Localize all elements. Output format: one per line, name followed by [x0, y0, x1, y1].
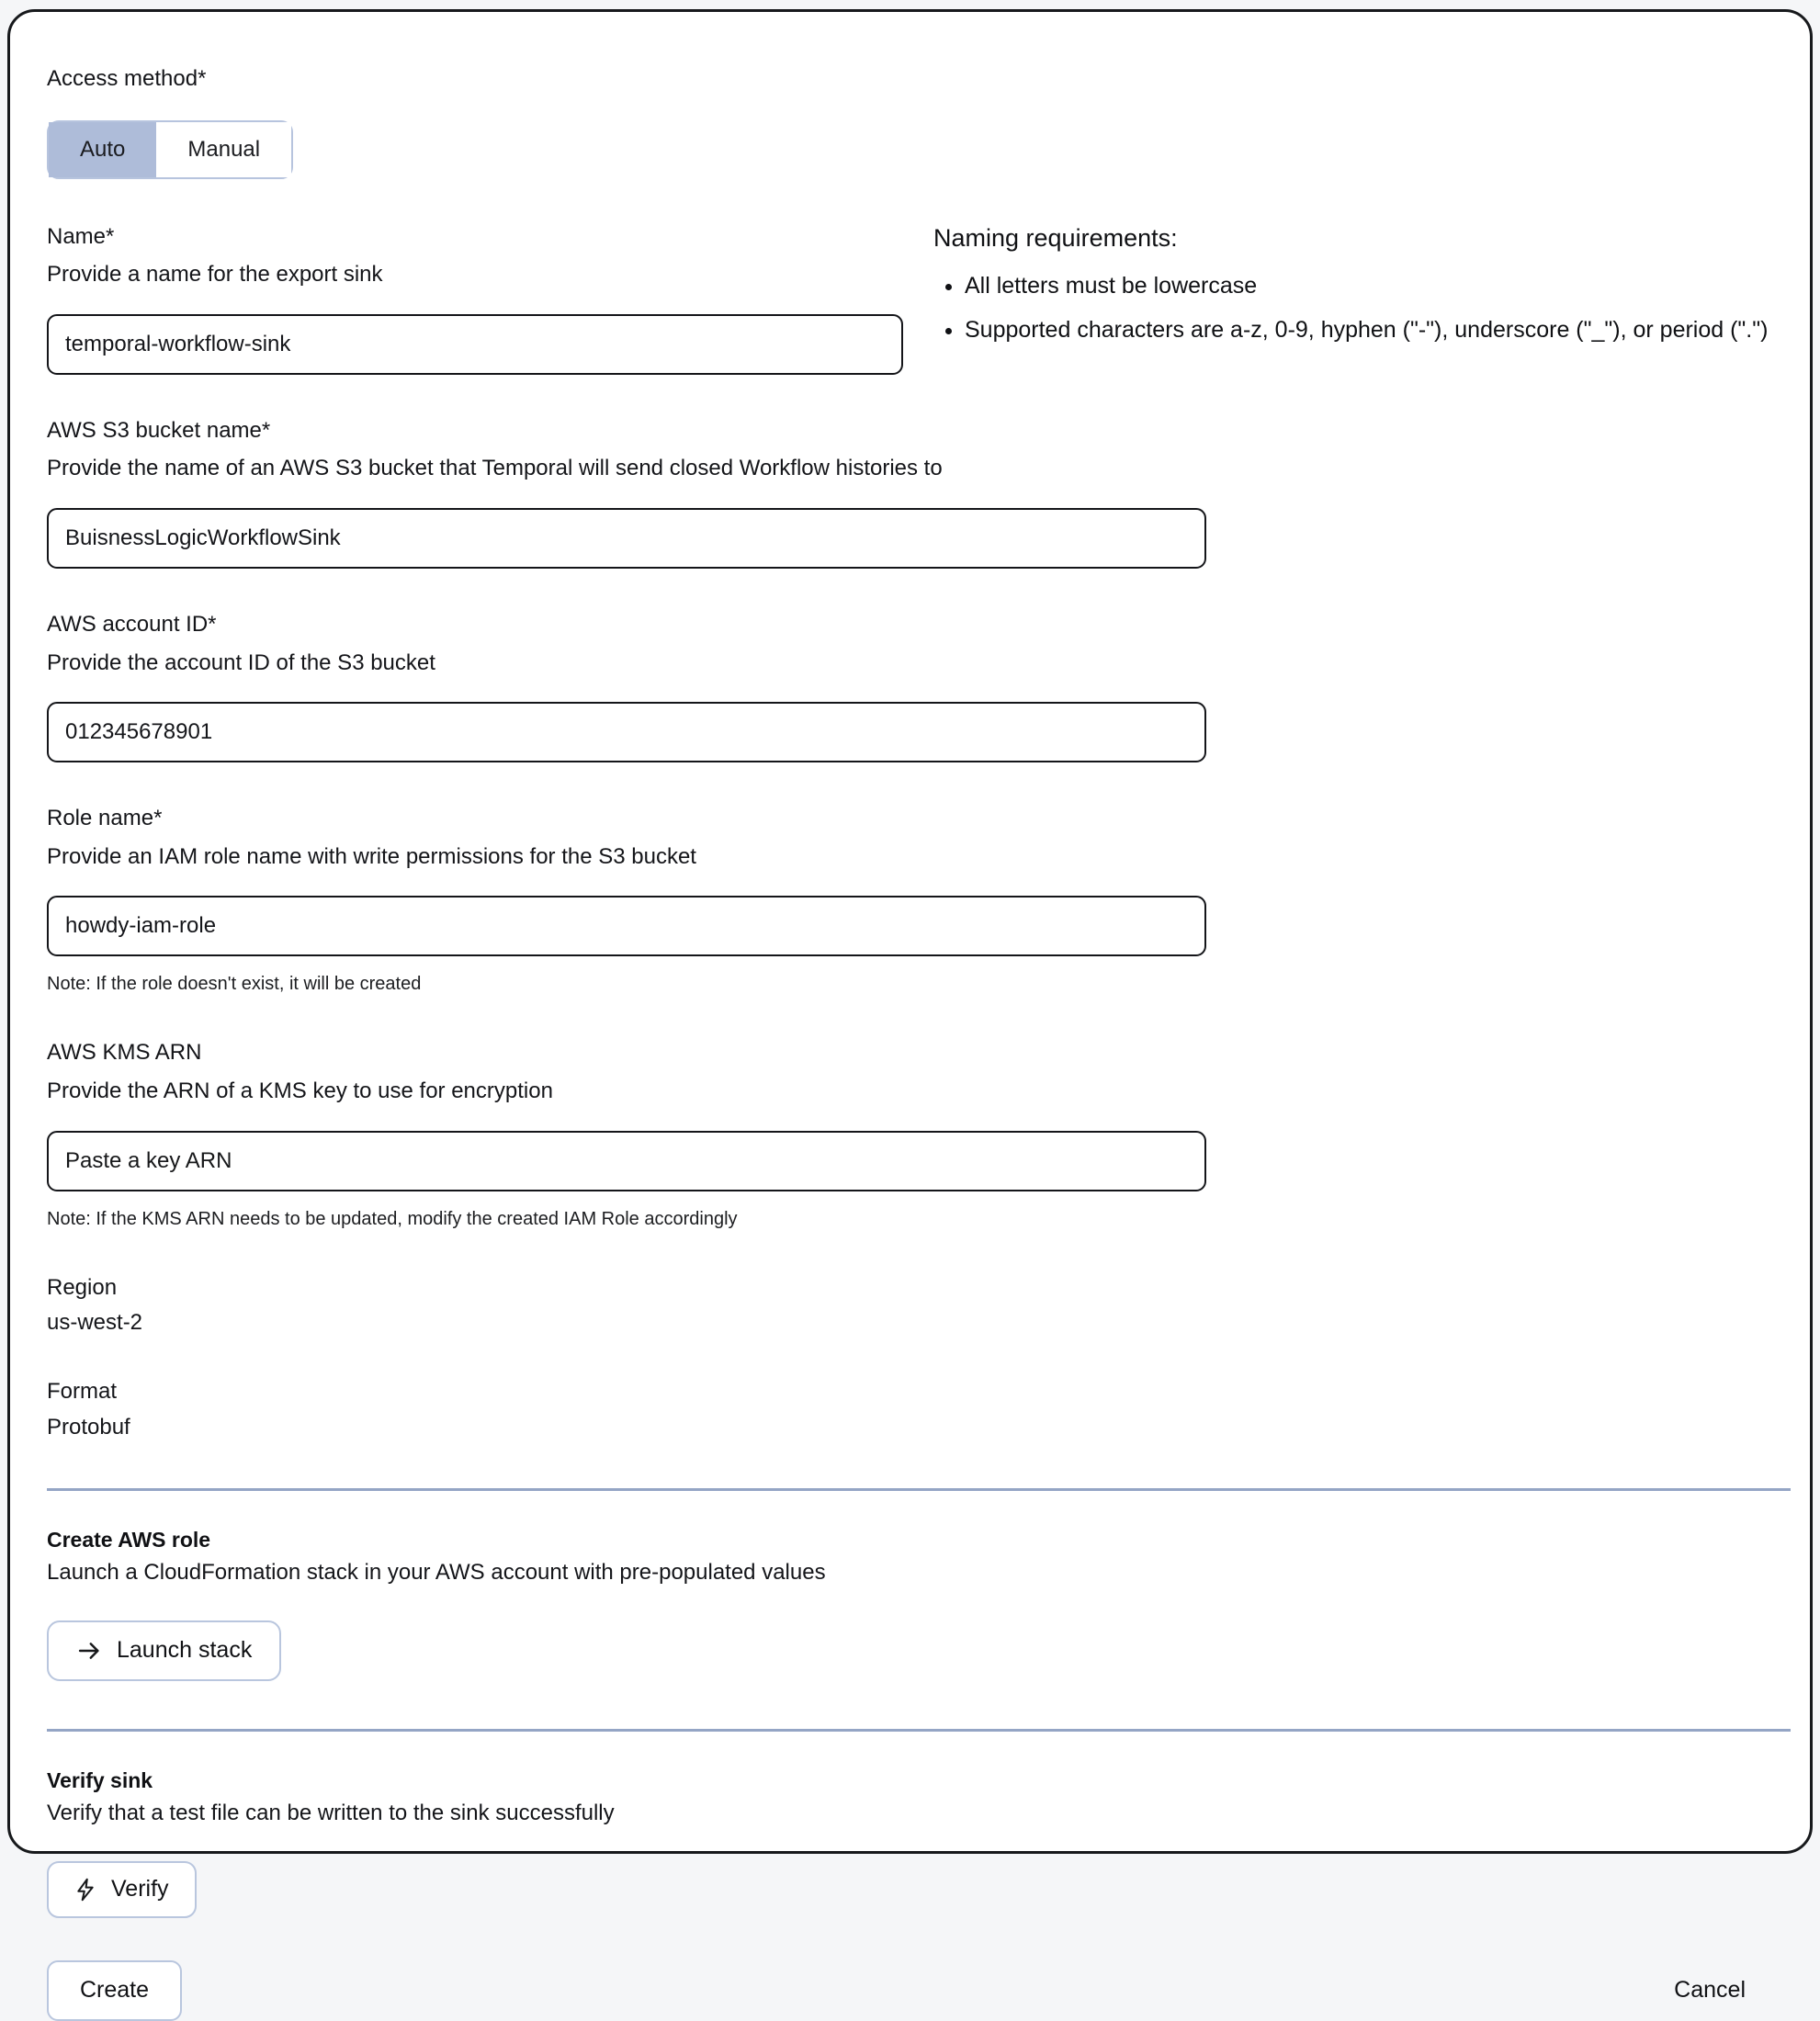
create-aws-role-title: Create AWS role	[47, 1527, 211, 1552]
s3-bucket-label: AWS S3 bucket name*	[47, 417, 271, 443]
verify-button[interactable]	[47, 1861, 197, 1918]
lightning-bolt-icon	[74, 1878, 96, 1902]
footer-actions	[47, 1960, 1773, 2021]
account-id-field-group	[47, 609, 1773, 762]
naming-requirements-title: Naming requirements:	[933, 223, 1178, 252]
naming-requirements-list	[933, 269, 1773, 347]
account-id-description: Provide the account ID of the S3 bucket	[47, 649, 435, 675]
naming-requirement-item: • All letters must be lowercase	[965, 269, 1773, 302]
verify-sink-title: Verify sink	[47, 1767, 153, 1792]
name-description: Provide a name for the export sink	[47, 262, 383, 288]
access-method-toggle	[47, 120, 293, 179]
access-method-auto-tab[interactable]: Auto	[49, 122, 156, 177]
access-method-manual-tab[interactable]: Manual	[156, 122, 291, 177]
verify-sink-description: Verify that a test file can be written to the sink successfully	[47, 1800, 615, 1825]
create-button-label: Create	[80, 1977, 150, 2004]
role-name-field-group	[47, 803, 1773, 997]
role-name-label: Role name*	[47, 806, 163, 831]
create-button[interactable]	[47, 1960, 182, 2021]
name-label: Name*	[47, 223, 115, 249]
s3-bucket-input[interactable]	[47, 508, 1206, 569]
role-name-note: Note: If the role doesn't exist, it will be created	[47, 974, 422, 995]
region-label: Region	[47, 1274, 118, 1300]
format-label: Format	[47, 1379, 118, 1405]
kms-arn-label: AWS KMS ARN	[47, 1040, 202, 1066]
kms-arn-note: Note: If the KMS ARN needs to be updated, modify the created IAM Role accordingly	[47, 1208, 738, 1229]
kms-arn-field-group	[47, 1037, 1773, 1231]
name-field-group	[47, 221, 933, 375]
create-aws-role-description: Launch a CloudFormation stack in your AWS account with pre-populated values	[47, 1559, 826, 1585]
access-method-label: Access method*	[47, 66, 207, 91]
region-group	[47, 1272, 1773, 1337]
format-group	[47, 1376, 1773, 1440]
section-divider	[47, 1488, 1791, 1491]
create-aws-role-section	[47, 1528, 1773, 1681]
verify-sink-section	[47, 1768, 1773, 1918]
s3-bucket-field-group	[47, 415, 1773, 569]
naming-requirement-item: • Supported characters are a-z, 0-9, hyphen ("-"), underscore ("_"), or period (".")	[965, 313, 1773, 346]
launch-stack-button[interactable]	[47, 1620, 281, 1681]
cancel-button[interactable]: Cancel	[1674, 1977, 1746, 2004]
format-value: Protobuf	[47, 1414, 130, 1440]
name-and-requirements-row	[47, 221, 1773, 375]
role-name-description: Provide an IAM role name with write permissions for the S3 bucket	[47, 843, 696, 869]
account-id-label: AWS account ID*	[47, 611, 217, 637]
s3-bucket-description: Provide the name of an AWS S3 bucket that Temporal will send closed Workflow histories to	[47, 456, 943, 481]
region-value: us-west-2	[47, 1310, 143, 1336]
name-input[interactable]	[47, 314, 903, 375]
kms-arn-input[interactable]	[47, 1131, 1206, 1191]
verify-button-label: Verify	[111, 1876, 169, 1902]
naming-requirements	[933, 221, 1773, 375]
launch-stack-button-label: Launch stack	[117, 1637, 253, 1664]
export-sink-form-card	[7, 9, 1813, 2004]
arrow-right-icon	[76, 1638, 102, 1664]
kms-arn-description: Provide the ARN of a KMS key to use for encryption	[47, 1078, 553, 1103]
section-divider	[47, 1729, 1791, 1732]
account-id-input[interactable]	[47, 702, 1206, 762]
role-name-input[interactable]	[47, 896, 1206, 956]
